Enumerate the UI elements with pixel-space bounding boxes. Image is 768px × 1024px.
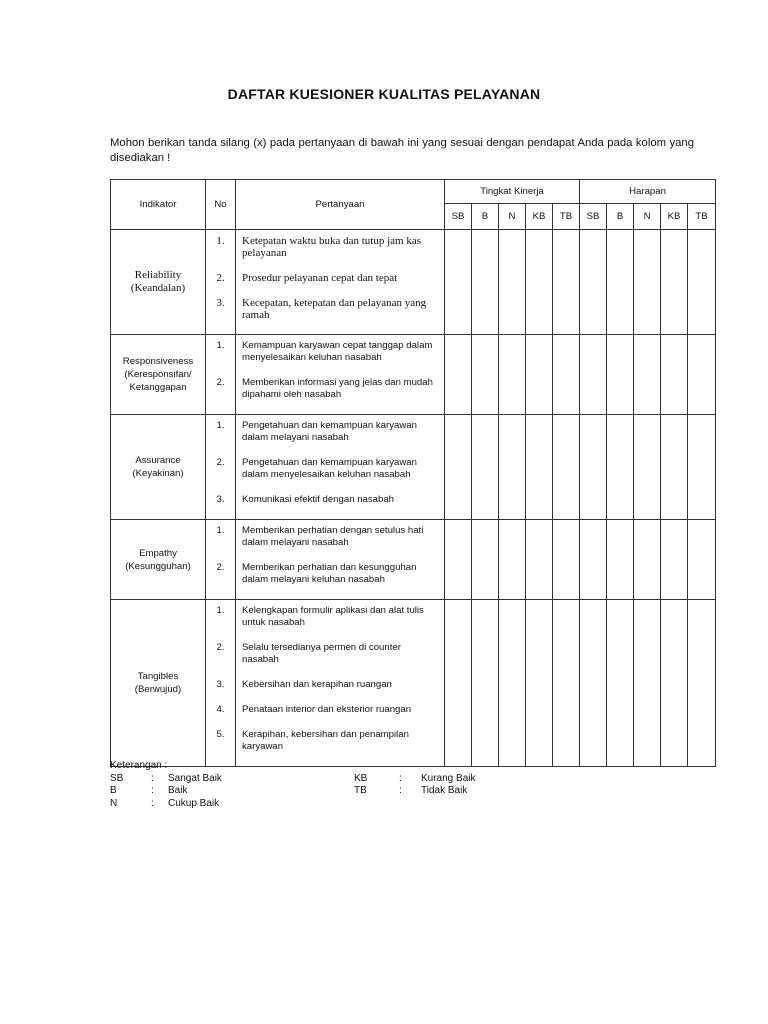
question-number: 1. — [216, 235, 225, 247]
indicator-cell — [111, 335, 206, 415]
number-cell — [206, 230, 236, 335]
answer-cell[interactable] — [553, 600, 580, 767]
question-text: Kemampuan karyawan cepat tanggap dalam menyelesaikan keluhan nasabah — [242, 340, 433, 363]
question-number: 2. — [216, 457, 225, 468]
question-number: 2. — [216, 562, 225, 573]
number-cell — [206, 415, 236, 520]
question-number: 2. — [216, 272, 225, 284]
scale-header-sb: SB — [580, 204, 607, 230]
answer-cell[interactable] — [580, 230, 607, 335]
legend-colon: : — [151, 797, 154, 809]
question-number: 3. — [216, 297, 225, 309]
number-cell — [206, 335, 236, 415]
answer-cell[interactable] — [472, 520, 499, 600]
indicator-cell — [111, 600, 206, 767]
answer-cell[interactable] — [580, 600, 607, 767]
answer-cell[interactable] — [580, 520, 607, 600]
answer-cell[interactable] — [634, 600, 661, 767]
question-text: Pengetahuan dan kemampuan karyawan dalam melayani nasabah — [242, 420, 417, 443]
question-number: 1. — [216, 605, 225, 616]
answer-cell[interactable] — [526, 415, 553, 520]
legend-colon: : — [399, 772, 402, 784]
answer-cell[interactable] — [661, 415, 688, 520]
question-text: Kebersihan dan kerapihan ruangan — [242, 679, 392, 690]
indicator-cell — [111, 415, 206, 520]
answer-cell[interactable] — [526, 230, 553, 335]
question-cell — [236, 415, 445, 520]
indicator-name: Assurance — [135, 455, 181, 466]
indicator-subtitle: (Keyakinan) — [132, 468, 184, 479]
answer-cell[interactable] — [445, 335, 472, 415]
header-indikator: Indikator — [111, 180, 206, 230]
answer-cell[interactable] — [499, 600, 526, 767]
answer-cell[interactable] — [499, 520, 526, 600]
instructions-paragraph: Mohon berikan tanda silang (x) pada pertanyaan di bawah ini yang sesuai dengan pendapat Anda pada kolom yang disediakan ! — [110, 137, 694, 164]
answer-cell[interactable] — [688, 415, 716, 520]
header-harapan: Harapan — [580, 180, 716, 204]
indicator-name: Empathy — [139, 547, 177, 559]
indicator-cell — [111, 230, 206, 335]
question-cell — [236, 335, 445, 415]
question-text: Selalu tersedianya permen di counter nasabah — [242, 642, 401, 665]
answer-cell[interactable] — [634, 335, 661, 415]
indicator-subtitle: (Keandalan) — [130, 282, 186, 294]
scale-header-b: B — [472, 204, 499, 230]
legend-desc: Tidak Baik — [421, 785, 468, 796]
header-no: No — [206, 180, 236, 230]
indicator-row — [111, 335, 716, 415]
scale-header-kb: KB — [526, 204, 553, 230]
answer-cell[interactable] — [661, 600, 688, 767]
indicator-subtitle: (Kesungguhan) — [125, 560, 191, 572]
indicator-row — [111, 230, 716, 335]
answer-cell[interactable] — [445, 600, 472, 767]
question-text: Pengetahuan dan kemampuan karyawan dalam menyelesaikan keluhan nasabah — [242, 457, 417, 480]
legend-colon: : — [399, 785, 402, 796]
question-text: Prosedur pelayanan cepat dan tepat — [242, 272, 398, 284]
questionnaire-table — [110, 179, 716, 767]
answer-cell[interactable] — [688, 520, 716, 600]
answer-cell[interactable] — [607, 600, 634, 767]
answer-cell[interactable] — [607, 230, 634, 335]
indicator-subtitle: (Keresponsifan/ Ketanggapan — [124, 369, 192, 393]
answer-cell[interactable] — [499, 335, 526, 415]
question-number: 1. — [216, 340, 225, 351]
header-tingkat-kinerja: Tingkat Kinerja — [445, 180, 580, 204]
answer-cell[interactable] — [553, 520, 580, 600]
answer-cell[interactable] — [472, 415, 499, 520]
question-cell — [236, 230, 445, 335]
answer-cell[interactable] — [445, 415, 472, 520]
legend-abbr: SB — [110, 772, 124, 784]
document-title: DAFTAR KUESIONER KUALITAS PELAYANAN — [227, 86, 541, 102]
answer-cell[interactable] — [472, 600, 499, 767]
legend-abbr: TB — [354, 785, 367, 796]
scale-header-tb: TB — [553, 204, 580, 230]
answer-cell[interactable] — [607, 335, 634, 415]
answer-cell[interactable] — [553, 230, 580, 335]
answer-cell[interactable] — [472, 335, 499, 415]
legend-desc: Sangat Baik — [168, 772, 222, 784]
answer-cell[interactable] — [445, 230, 472, 335]
scale-header-tb: TB — [688, 204, 716, 230]
question-text: Kelengkapan formulir aplikasi dan alat tulis untuk nasabah — [242, 605, 424, 628]
question-text: Komunikasi efektif dengan nasabah — [242, 494, 395, 505]
legend-desc: Kurang Baik — [421, 772, 476, 784]
scale-header-sb: SB — [445, 204, 472, 230]
answer-cell[interactable] — [526, 520, 553, 600]
question-number: 1. — [216, 525, 225, 536]
answer-cell[interactable] — [553, 335, 580, 415]
answer-cell[interactable] — [499, 415, 526, 520]
answer-cell[interactable] — [607, 415, 634, 520]
legend-colon: : — [151, 772, 154, 784]
indicator-cell — [111, 520, 206, 600]
legend-colon: : — [151, 785, 154, 796]
legend-title: Keterangan : — [110, 760, 168, 771]
indicator-subtitle: (Berwujud) — [134, 684, 182, 695]
answer-cell[interactable] — [634, 520, 661, 600]
scale-header-kb: KB — [661, 204, 688, 230]
answer-cell[interactable] — [661, 520, 688, 600]
legend-abbr: KB — [354, 772, 368, 784]
indicator-row — [111, 600, 716, 767]
question-text: Memberikan perhatian dengan setulus hati dalam melayani nasabah — [242, 525, 424, 548]
answer-cell[interactable] — [634, 415, 661, 520]
answer-cell[interactable] — [580, 415, 607, 520]
legend-desc: Baik — [168, 785, 188, 796]
answer-cell[interactable] — [445, 520, 472, 600]
indicator-name: Reliability — [134, 269, 182, 281]
question-number: 2. — [216, 377, 225, 388]
indicator-name: Responsiveness — [122, 356, 194, 367]
question-number: 4. — [216, 704, 225, 715]
number-cell — [206, 600, 236, 767]
answer-cell[interactable] — [526, 600, 553, 767]
question-number: 2. — [216, 642, 225, 653]
question-cell — [236, 520, 445, 600]
indicator-row — [111, 415, 716, 520]
answer-cell[interactable] — [553, 415, 580, 520]
question-text: Ketepatan waktu buka dan tutup jam kas pelayanan — [242, 235, 422, 259]
question-text: Kecepatan, ketepatan dan pelayanan yang ramah — [242, 297, 427, 321]
answer-cell[interactable] — [607, 520, 634, 600]
question-number: 3. — [216, 679, 225, 690]
scale-header-n: N — [634, 204, 661, 230]
scale-header-b: B — [607, 204, 634, 230]
answer-cell[interactable] — [526, 335, 553, 415]
answer-cell[interactable] — [499, 230, 526, 335]
question-cell — [236, 600, 445, 767]
header-pertanyaan: Pertanyaan — [236, 180, 445, 230]
answer-cell[interactable] — [472, 230, 499, 335]
question-text: Memberikan perhatian dan kesungguhan dalam melayani keluhan nasabah — [242, 562, 417, 585]
answer-cell[interactable] — [688, 600, 716, 767]
question-text: Memberikan informasi yang jelas dan mudah dipahami oleh nasabah — [242, 377, 433, 400]
number-cell — [206, 520, 236, 600]
legend-abbr: N — [110, 797, 118, 809]
indicator-row — [111, 520, 716, 600]
answer-cell[interactable] — [688, 335, 716, 415]
scale-header-n: N — [499, 204, 526, 230]
legend — [110, 760, 476, 810]
question-number: 3. — [216, 494, 225, 505]
answer-cell[interactable] — [634, 230, 661, 335]
indicator-name: Tangibles — [137, 671, 179, 682]
answer-cell[interactable] — [661, 230, 688, 335]
question-text: Penataan interior dan eksterior ruangan — [242, 704, 412, 715]
answer-cell[interactable] — [688, 230, 716, 335]
question-number: 1. — [216, 420, 225, 431]
answer-cell[interactable] — [580, 335, 607, 415]
legend-desc: Cukup Baik — [168, 797, 220, 809]
answer-cell[interactable] — [661, 335, 688, 415]
question-text: Kerapihan, kebersihan dan penampilan karyawan — [242, 729, 409, 752]
legend-abbr: B — [110, 785, 117, 796]
question-number: 5. — [216, 729, 225, 740]
